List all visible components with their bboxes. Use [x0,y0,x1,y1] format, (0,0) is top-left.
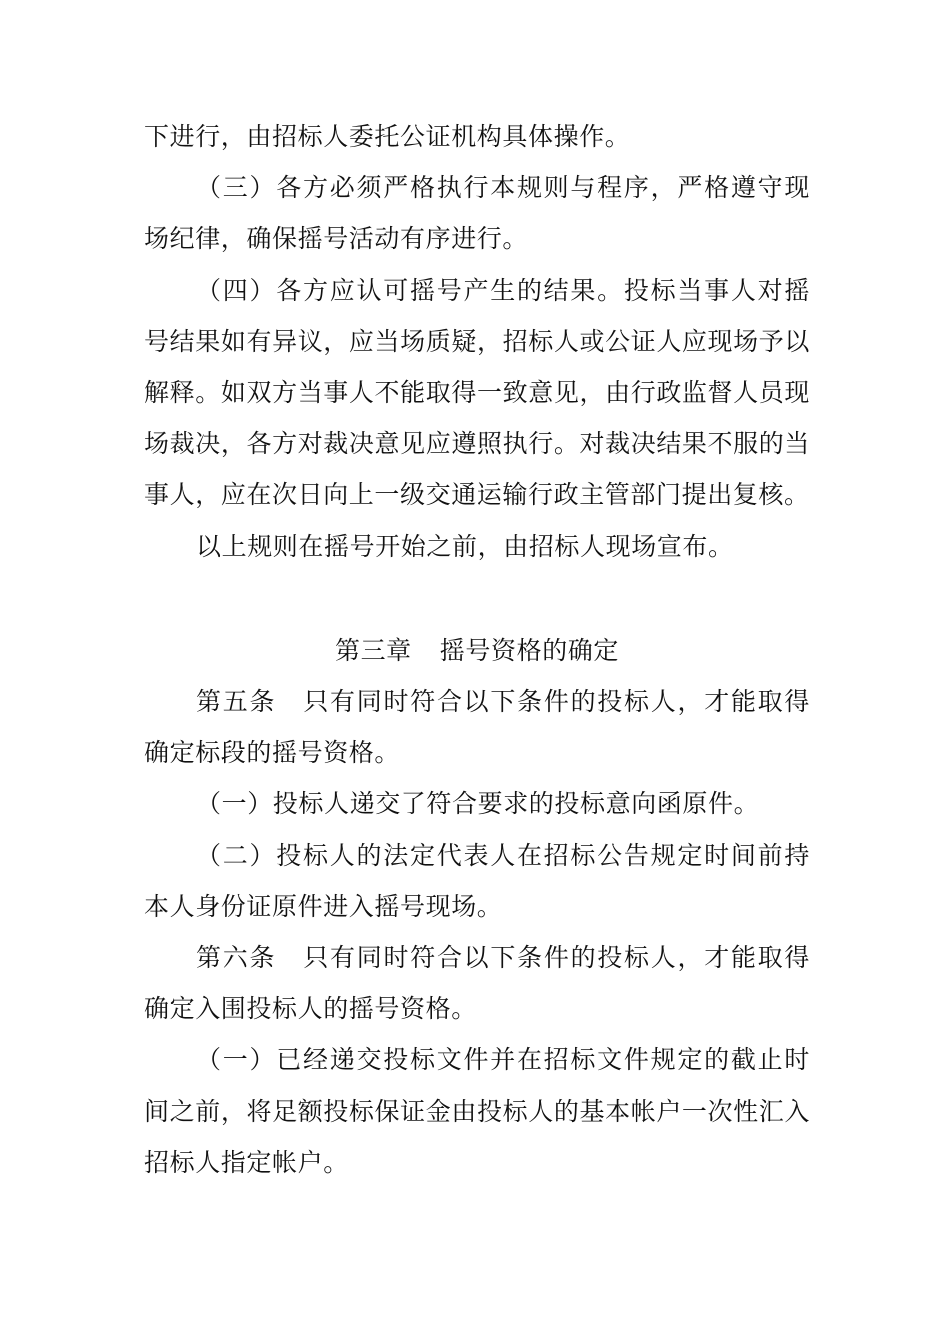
article-5-item-1: （一）投标人递交了符合要求的投标意向函原件。 [196,789,760,819]
article-5-label: 第五条 [196,687,277,717]
chapter-title: 摇号资格的确定 [439,635,619,665]
article-5-paragraph [144,676,810,778]
chapter-number: 第三章 [334,635,412,665]
document-body [144,111,810,1188]
paragraph-continuation: 下进行，由招标人委托公证机构具体操作。 [144,122,631,151]
article-5-item-2: （二）投标人的法定代表人在招标公告规定时间前持本人身份证原件进入摇号现场。 [144,840,810,921]
paragraph-announce: 以上规则在摇号开始之前，由招标人现场宣布。 [196,531,734,561]
paragraph-rule-4: （四）各方应认可摇号产生的结果。投标当事人对摇号结果如有异议，应当场质疑，招标人或公证人应现场予以解释。如双方当事人不能取得一致意见，由行政监督人员现场裁决，各方对裁决意见应遵照执行。对裁决结果不服的当事人，应在次日向上一级交通运输行政主管部门提出复核。 [144,275,810,510]
article-6-item-1: （一）已经递交投标文件并在招标文件规定的截止时间之前，将足额投标保证金由投标人的基本帐户一次性汇入招标人指定帐户。 [144,1045,810,1177]
paragraph-rule-3: （三）各方必须严格执行本规则与程序，严格遵守现场纪律，确保摇号活动有序进行。 [144,173,810,254]
section-gap [144,572,810,625]
article-6-paragraph [144,932,810,1034]
chapter-heading [144,625,810,676]
article-6-label: 第六条 [196,943,277,973]
article-6-text: 只有同时符合以下条件的投标人，才能取得确定入围投标人的摇号资格。 [144,943,810,1024]
article-5-text: 只有同时符合以下条件的投标人，才能取得确定标段的摇号资格。 [144,687,810,768]
